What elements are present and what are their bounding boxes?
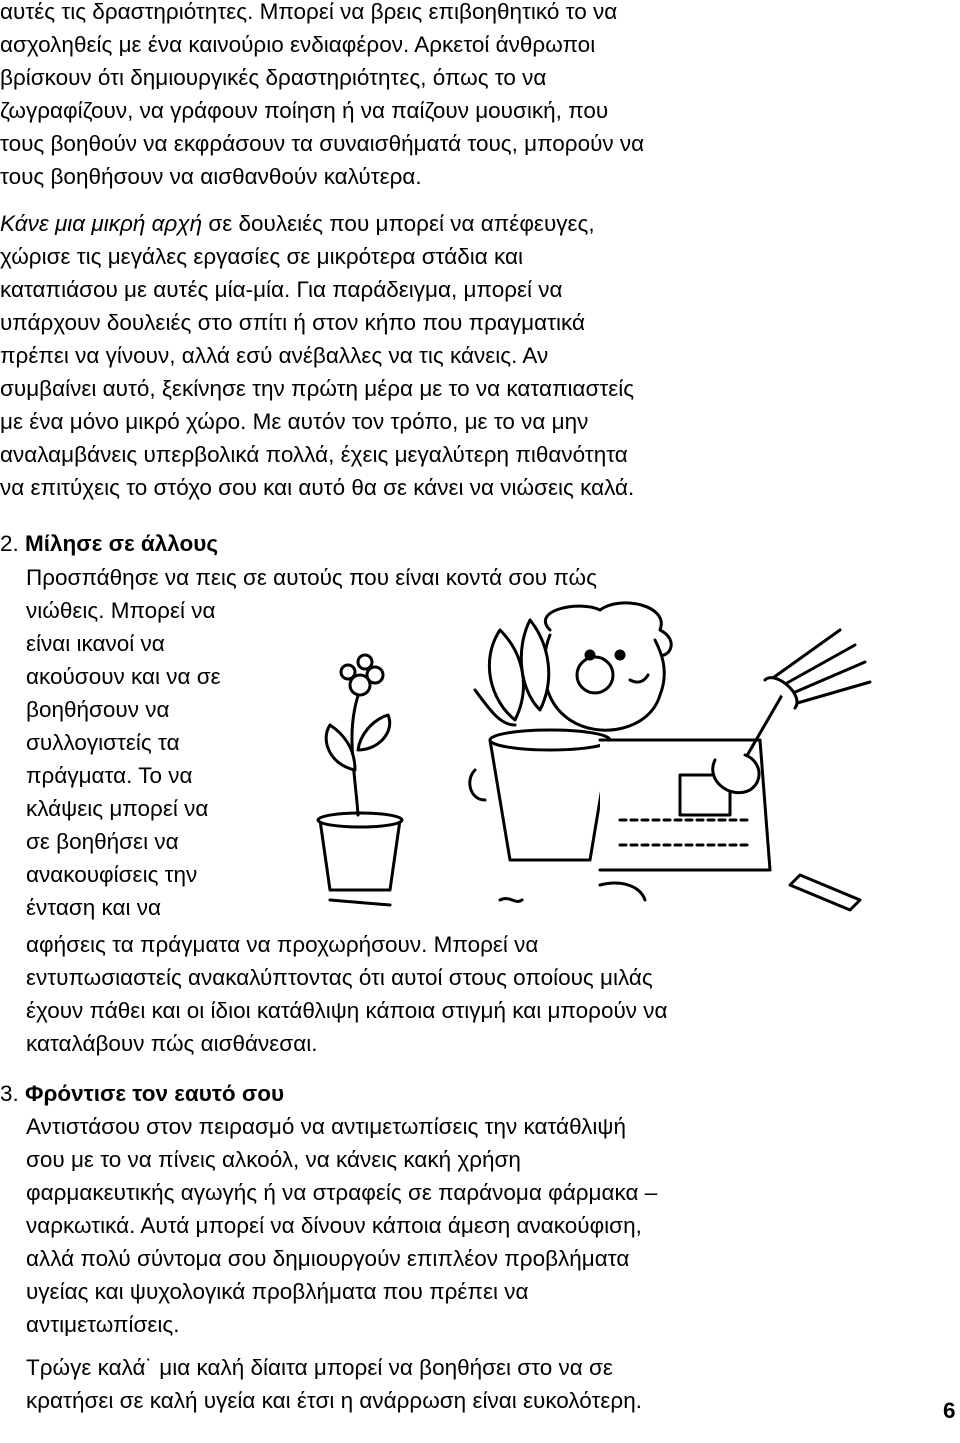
section-2-narrow-line: βοηθήσουν να (26, 697, 170, 722)
section-3-line: φαρμακευτικής αγωγής ή να στραφείς σε παράνομα φάρμακα – (26, 1180, 658, 1205)
section-2-narrow-line: νιώθεις. Μπορεί να (26, 598, 216, 623)
section-2-narrow-line: συλλογιστείς τα (26, 730, 180, 755)
para2-line: με ένα μόνο μικρό χώρο. Με αυτόν τον τρόπο, με το να μην (0, 409, 589, 434)
ground-debris (330, 875, 860, 910)
section-3-line: σου με το να πίνεις αλκοόλ, να κάνεις κακή χρήση (26, 1147, 521, 1172)
para2-line: αναλαμβάνεις υπερβολικά πολλά, έχεις μεγαλύτερη πιθανότητα (0, 442, 628, 467)
para2-line: καταπιάσου με αυτές μία-μία. Για παράδειγμα, μπορεί να (0, 277, 563, 302)
gardener-illustration (300, 600, 900, 920)
section-2-narrow-line: ένταση και να (26, 895, 161, 920)
para2-line: χώρισε τις μεγάλες εργασίες σε μικρότερα στάδια και (0, 244, 524, 269)
intro-line: βρίσκουν ότι δημιουργικές δραστηριότητες, όπως το να (0, 65, 547, 90)
para2-line: υπάρχουν δουλειές στο σπίτι ή στον κήπο που πραγματικά (0, 310, 586, 335)
section-2-line: αφήσεις τα πράγματα να προχωρήσουν. Μπορεί να (26, 932, 539, 957)
section-3-heading (0, 1078, 284, 1110)
intro-line: τους βοηθούν να εκφράσουν τα συναισθήματά τους, μπορούν να (0, 131, 645, 156)
section-3-number: 3. (0, 1081, 19, 1106)
section-2-line: εντυπωσιαστείς ανακαλύπτοντας ότι αυτοί στους οποίους μιλάς (26, 965, 653, 990)
section-3-line: υγείας και ψυχολογικά προβλήματα που πρέπει να (26, 1279, 529, 1304)
para2-line: πρέπει να γίνουν, αλλά εσύ ανέβαλλες να τις κάνεις. Αν (0, 343, 549, 368)
intro-line: ασχοληθείς με ένα καινούριο ενδιαφέρον. Αρκετοί άνθρωποι (0, 32, 596, 57)
character-head (544, 603, 671, 730)
section-2-narrow-line: σε βοηθήσει να (26, 829, 179, 854)
section-3-extra-line: κρατήσει σε καλή υγεία και έτσι η ανάρρωση είναι ευκολότερη. (26, 1388, 642, 1413)
section-3-line: αλλά πολύ σύντομα σου δημιουργούν επιπλέον προβλήματα (26, 1246, 630, 1271)
intro-line: αυτές τις δραστηριότητες. Μπορεί να βρεις επιβοηθητικό το να (0, 0, 618, 24)
section-3-line: Αντιστάσου στον πειρασμό να αντιμετωπίσεις την κατάθλιψή (26, 1114, 626, 1139)
intro-line: τους βοηθήσουν να αισθανθούν καλύτερα. (0, 164, 422, 189)
section-2-number: 2. (0, 531, 19, 556)
section-3-line: ναρκωτικά. Αυτά μπορεί να δίνουν κάποια άμεση ανακούφιση, (26, 1213, 642, 1238)
para2-line: συμβαίνει αυτό, ξεκίνησε την πρώτη μέρα με το να καταπιαστείς (0, 376, 635, 401)
section-2-narrow-line: είναι ικανοί να (26, 631, 165, 656)
para2-line: να επιτύχεις το στόχο σου και αυτό θα σε κάνει να νιώσεις καλά. (0, 475, 635, 500)
section-2-line: Προσπάθησε να πεις σε αυτούς που είναι κοντά σου πώς (26, 565, 597, 590)
section-2-narrow-line: ακούσουν και να σε (26, 664, 221, 689)
section-2-narrow-line: κλάψεις μπορεί να (26, 796, 209, 821)
intro-line: ζωγραφίζουν, να γράφουν ποίηση ή να παίζουν μουσική, που (0, 98, 609, 123)
section-2-heading (0, 528, 218, 560)
section-2-line: έχουν πάθει και οι ίδιοι κατάθλιψη κάποια στιγμή και μπορούν να (26, 998, 668, 1023)
section-2-narrow-line: πράγματα. Το να (26, 763, 193, 788)
page-number: 6 (943, 1398, 956, 1423)
section-3-extra-line: Τρώγε καλά˙ μια καλή δίαιτα μπορεί να βοηθήσει στο να σε (26, 1355, 613, 1380)
para2-first-line (0, 208, 595, 240)
para2-italic-phrase: Κάνε μια μικρή αρχή (0, 211, 203, 236)
section-2-narrow-line: ανακουφίσεις την (26, 862, 198, 887)
small-pot-plant (318, 655, 402, 890)
section-3-line: αντιμετωπίσεις. (26, 1312, 180, 1337)
section-2-title: Μίλησε σε άλλους (25, 531, 219, 556)
para2-first-rest: σε δουλειές που μπορεί να απέφευγες, (202, 211, 595, 236)
garden-fork (713, 630, 870, 793)
section-2-line: καταλάβουν πώς αισθάνεσαι. (26, 1031, 318, 1056)
section-3-title: Φρόντισε τον εαυτό σου (25, 1081, 285, 1106)
